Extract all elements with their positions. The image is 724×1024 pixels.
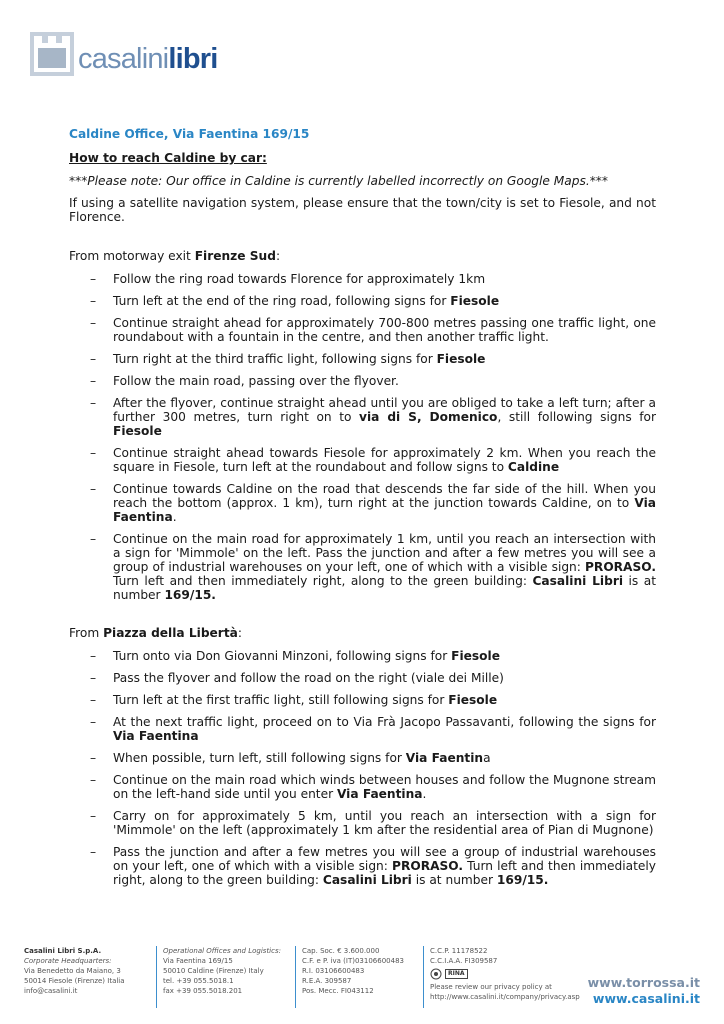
step-item: – Follow the ring road towards Florence for approximately 1km	[90, 272, 486, 286]
step-item: – When possible, turn left, still following signs for Via Faentina	[90, 751, 491, 765]
privacy-link[interactable]: http://www.casalini.it/company/privacy.asp	[430, 993, 580, 1001]
step-item: – Pass the junction and after a few metres you will see a group of industrial warehouses on your left, one of which with a visible sign: PRORASO. Turn left and then immediately right, along to the green building: Casalini Libri is at number 169/15.	[90, 845, 656, 887]
piazza-steps-list	[69, 649, 656, 887]
privacy-text: Please review our privacy policy at	[430, 983, 552, 991]
how-to-heading: How to reach Caldine by car:	[69, 151, 267, 165]
dash-bullet: –	[90, 671, 97, 685]
maps-note: ***Please note: Our office in Caldine is currently labelled incorrectly on Google Maps.***	[69, 174, 608, 188]
step-item: – Continue straight ahead for approximately 700-800 metres passing one traffic light, one roundabout with a fountain in the centre, and then another traffic light.	[90, 316, 656, 344]
rina-certification: RINA	[430, 967, 593, 981]
logo-wordmark: casalinilibri	[78, 43, 218, 75]
footer-offices-column: Operational Offices and Logistics: Via Faentina 169/15 50010 Caldine (Firenze) Italy tel. +39 055.5018.1 fax +39 055.5018.201	[156, 946, 290, 1008]
step-item: – Continue straight ahead towards Fiesole for approximately 2 km. When you reach the square in Fiesole, turn left at the roundabout and follow signs to Caldine	[90, 446, 656, 474]
dash-bullet: –	[90, 352, 97, 366]
page-footer	[24, 946, 700, 1008]
footer-registry-column: C.C.P. 11178522 C.C.I.A.A. FI309587 RINA Please review our privacy policy at http://www.casalini.it/company/privacy.asp	[423, 946, 593, 1008]
step-item: – Continue towards Caldine on the road that descends the far side of the hill. When you reach the bottom (approx. 1 km), turn right at the junction towards Caldine, on to Via Faentina.	[90, 482, 656, 524]
step-item: – Pass the flyover and follow the road on the right (viale dei Mille)	[90, 671, 504, 685]
step-item: – Turn right at the third traffic light, following signs for Fiesole	[90, 352, 486, 366]
dash-bullet: –	[90, 396, 97, 410]
dash-bullet: –	[90, 482, 97, 496]
document-body	[69, 127, 656, 895]
dash-bullet: –	[90, 272, 97, 286]
dash-bullet: –	[90, 693, 97, 707]
footer-legal-column: Cap. Soc. € 3.600.000 C.F. e P. iva (IT)03106600483 R.I. 03106600483 R.E.A. 309587 Pos. Mecc. FI043112	[295, 946, 423, 1008]
step-item: – Turn left at the end of the ring road, following signs for Fiesole	[90, 294, 500, 308]
section-piazza-intro: From Piazza della Libertà:	[69, 626, 242, 640]
dash-bullet: –	[90, 773, 97, 787]
step-item: – Continue on the main road for approximately 1 km, until you reach an intersection with a sign for 'Mimmole' on the left. Pass the junction and after a few metres you will see a group of industrial warehouses on your left, one of which with a visible sign: PRORASO. Turn left and then immediately right, along to the green building: Casalini Libri is at number 169/15.	[90, 532, 656, 602]
step-item: – After the flyover, continue straight ahead until you are obliged to take a left turn; after a further 300 metres, turn right on to via di S, Domenico, still following signs for Fiesole	[90, 396, 656, 438]
certification-seal-icon	[430, 968, 442, 980]
section-motorway-intro: From motorway exit Firenze Sud:	[69, 249, 281, 263]
company-logo	[30, 32, 218, 76]
dash-bullet: –	[90, 715, 97, 729]
dash-bullet: –	[90, 809, 97, 823]
step-item: – At the next traffic light, proceed on to Via Frà Jacopo Passavanti, following the signs for Via Faentina	[90, 715, 656, 743]
dash-bullet: –	[90, 532, 97, 546]
castle-icon	[30, 32, 74, 76]
motorway-steps-list	[69, 272, 656, 602]
torrossa-link[interactable]: www.torrossa.it	[587, 975, 700, 990]
dash-bullet: –	[90, 374, 97, 388]
satnav-paragraph: If using a satellite navigation system, please ensure that the town/city is set to Fiesole, and not Florence.	[69, 196, 656, 224]
step-item: – Carry on for approximately 5 km, until you reach an intersection with a sign for 'Mimmole' on the left (approximately 1 km after the residential area of Pian di Mugnone)	[90, 809, 656, 837]
step-item: – Continue on the main road which winds between houses and follow the Mugnone stream on the left-hand side until you enter Via Faentina.	[90, 773, 656, 801]
step-item: – Turn onto via Don Giovanni Minzoni, following signs for Fiesole	[90, 649, 500, 663]
dash-bullet: –	[90, 316, 97, 330]
dash-bullet: –	[90, 294, 97, 308]
casalini-link[interactable]: www.casalini.it	[592, 991, 700, 1006]
dash-bullet: –	[90, 446, 97, 460]
dash-bullet: –	[90, 845, 97, 859]
dash-bullet: –	[90, 649, 97, 663]
step-item: – Follow the main road, passing over the flyover.	[90, 374, 399, 388]
step-item: – Turn left at the first traffic light, still following signs for Fiesole	[90, 693, 498, 707]
footer-company-column: Casalini Libri S.p.A. Corporate Headquarters: Via Benedetto da Maiano, 3 50014 Fiesole (Firenze) Italia info@casalini.it	[24, 947, 125, 995]
dash-bullet: –	[90, 751, 97, 765]
office-title: Caldine Office, Via Faentina 169/15	[69, 127, 310, 141]
